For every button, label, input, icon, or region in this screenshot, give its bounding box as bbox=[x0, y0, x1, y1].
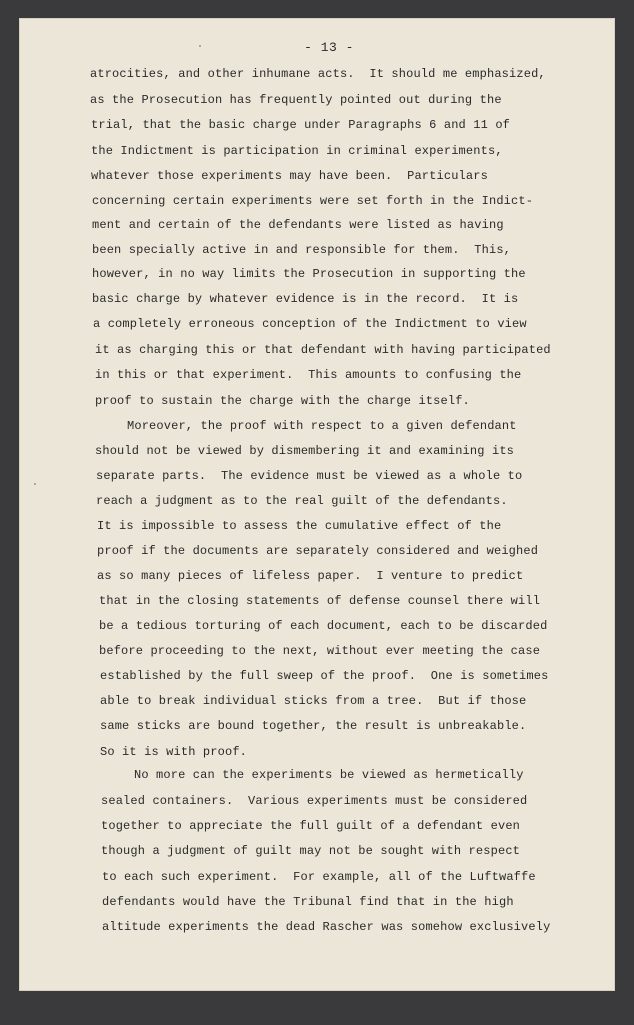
text-line: however, in no way limits the Prosecution in supporting the bbox=[92, 267, 526, 281]
text-line: as the Prosecution has frequently pointed out during the bbox=[90, 93, 502, 107]
text-line: whatever those experiments may have been. Particulars bbox=[91, 169, 488, 183]
text-line: should not be viewed by dismembering it and examining its bbox=[95, 444, 515, 458]
text-line: reach a judgment as to the real guilt of the defendants. bbox=[96, 494, 508, 508]
text-line: same sticks are bound together, the result is unbreakable. bbox=[100, 719, 527, 733]
text-line: been specially active in and responsible for them. This, bbox=[92, 243, 512, 257]
text-line: altitude experiments the dead Rascher was somehow exclusively bbox=[102, 920, 551, 934]
text-line: trial, that the basic charge under Paragraphs 6 and 11 of bbox=[91, 118, 511, 132]
text-line: to each such experiment. For example, all of the Luftwaffe bbox=[102, 870, 536, 884]
text-line: proof if the documents are separately considered and weighed bbox=[97, 544, 539, 558]
text-line: that in the closing statements of defense counsel there will bbox=[99, 594, 541, 608]
text-line: basic charge by whatever evidence is in the record. It is bbox=[92, 292, 519, 306]
page-number: - 13 - bbox=[304, 40, 354, 55]
text-line: So it is with proof. bbox=[100, 745, 248, 759]
text-line: sealed containers. Various experiments must be considered bbox=[101, 794, 528, 808]
text-line: able to break individual sticks from a tree. But if those bbox=[100, 694, 527, 708]
text-line: a completely erroneous conception of the Indictment to view bbox=[93, 317, 527, 331]
text-line: defendants would have the Tribunal find that in the high bbox=[102, 895, 514, 909]
text-line: though a judgment of guilt may not be sought with respect bbox=[101, 844, 521, 858]
text-line: atrocities, and other inhumane acts. It should me emphasized, bbox=[90, 67, 546, 81]
text-line: Moreover, the proof with respect to a given defendant bbox=[127, 419, 517, 433]
text-line: separate parts. The evidence must be viewed as a whole to bbox=[96, 469, 523, 483]
text-line: concerning certain experiments were set forth in the Indict- bbox=[92, 194, 534, 208]
paper-speck bbox=[199, 45, 201, 47]
text-line: the Indictment is participation in criminal experiments, bbox=[91, 144, 503, 158]
text-line: established by the full sweep of the proof. One is sometimes bbox=[100, 669, 549, 683]
document-page bbox=[19, 18, 615, 991]
text-line: together to appreciate the full guilt of a defendant even bbox=[101, 819, 521, 833]
text-line: as so many pieces of lifeless paper. I venture to predict bbox=[97, 569, 524, 583]
text-line: be a tedious torturing of each document, each to be discarded bbox=[99, 619, 548, 633]
text-line: in this or that experiment. This amounts to confusing the bbox=[95, 368, 522, 382]
text-line: ment and certain of the defendants were listed as having bbox=[92, 218, 504, 232]
paper-speck bbox=[34, 483, 36, 485]
text-line: It is impossible to assess the cumulative effect of the bbox=[97, 519, 502, 533]
text-line: proof to sustain the charge with the charge itself. bbox=[95, 394, 470, 408]
text-line: it as charging this or that defendant with having participated bbox=[95, 343, 551, 357]
text-line: before proceeding to the next, without ever meeting the case bbox=[99, 644, 541, 658]
text-line: No more can the experiments be viewed as hermetically bbox=[134, 768, 524, 782]
